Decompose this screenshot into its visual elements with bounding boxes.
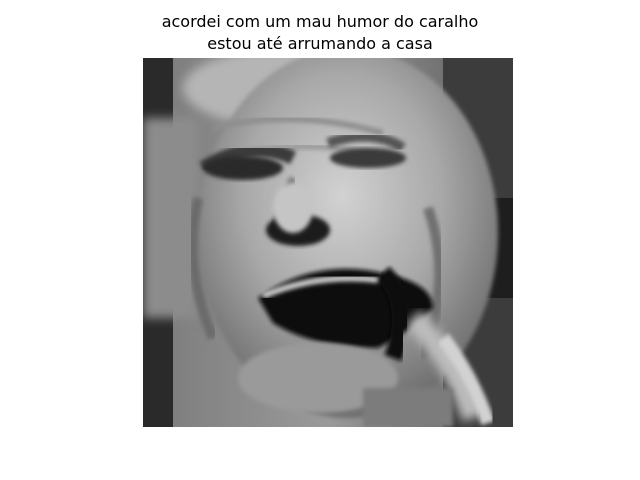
caption-line-1: acordei com um mau humor do caralho [161, 12, 479, 31]
face-photo [143, 58, 513, 427]
caption-line-2: estou até arrumando a casa [207, 34, 433, 53]
caption-title [0, 11, 640, 55]
